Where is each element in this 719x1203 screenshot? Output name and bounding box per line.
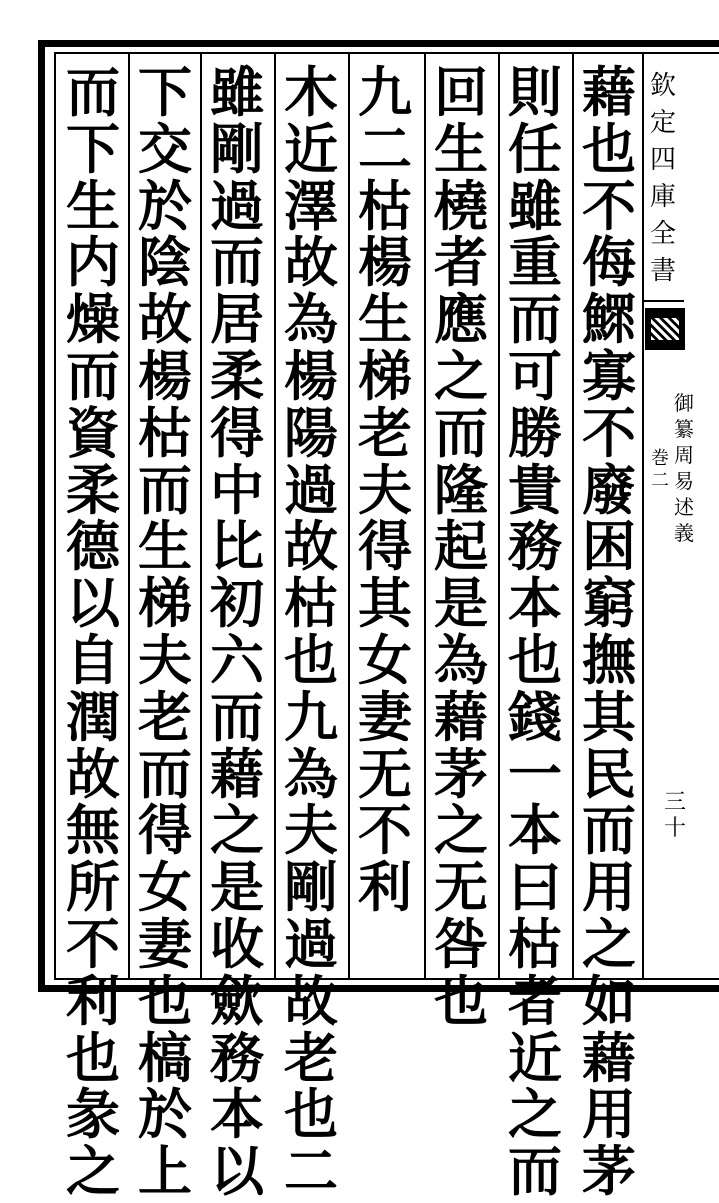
glyph: 不 — [582, 173, 636, 238]
glyph: 本 — [508, 571, 562, 636]
glyph: 彖 — [66, 1082, 120, 1147]
glyph: 窮 — [582, 571, 636, 636]
glyph: 也 — [508, 627, 562, 692]
glyph: 重 — [508, 230, 562, 295]
text-column-3 — [428, 60, 494, 1033]
text-column-4 — [352, 60, 418, 974]
glyph: 四 — [649, 145, 676, 175]
glyph: 楊 — [358, 230, 412, 295]
glyph: 則 — [508, 60, 562, 124]
glyph: 老 — [358, 400, 412, 465]
glyph: 枯 — [138, 400, 192, 465]
margin-divider — [644, 300, 684, 302]
glyph: 夫 — [284, 798, 338, 863]
glyph: 侮 — [582, 230, 636, 295]
glyph: 夫 — [358, 457, 412, 522]
glyph: 纂 — [674, 417, 694, 441]
glyph: 回 — [434, 60, 488, 124]
glyph: 述 — [674, 495, 694, 519]
glyph: 撫 — [582, 627, 636, 692]
glyph: 也 — [284, 1082, 338, 1147]
text-column-6 — [204, 60, 270, 1203]
glyph: 橈 — [434, 173, 488, 238]
glyph: 燥 — [66, 287, 120, 352]
glyph: 而 — [66, 60, 120, 124]
glyph: 梯 — [358, 343, 412, 408]
glyph: 以 — [210, 1139, 264, 1203]
glyph: 寡 — [582, 343, 636, 408]
glyph: 剛 — [284, 855, 338, 920]
text-column-2 — [502, 60, 568, 1203]
glyph: 无 — [358, 741, 412, 806]
glyph: 枯 — [284, 571, 338, 636]
glyph: 茅 — [434, 741, 488, 806]
glyph: 自 — [66, 627, 120, 692]
glyph: 藉 — [582, 60, 636, 124]
glyph: 木 — [284, 60, 338, 124]
margin-book-title — [672, 390, 696, 546]
glyph: 而 — [210, 230, 264, 295]
margin-leaf-number: 三十 — [663, 790, 686, 841]
glyph: 初 — [210, 571, 264, 636]
margin-volume — [648, 448, 672, 492]
glyph: 者 — [434, 230, 488, 295]
glyph: 務 — [210, 1025, 264, 1090]
glyph: 故 — [66, 741, 120, 806]
glyph: 六 — [210, 627, 264, 692]
glyph: 枯 — [358, 173, 412, 238]
glyph: 於 — [138, 173, 192, 238]
fish-tail-ornament — [645, 308, 685, 350]
glyph: 生 — [138, 514, 192, 579]
glyph: 鰥 — [582, 287, 636, 352]
glyph: 也 — [284, 627, 338, 692]
glyph: 上 — [138, 1139, 192, 1203]
glyph: 楊 — [284, 343, 338, 408]
glyph: 也 — [66, 1025, 120, 1090]
glyph: 生 — [66, 173, 120, 238]
glyph: 之 — [582, 911, 636, 976]
glyph: 得 — [138, 798, 192, 863]
column-rule — [424, 54, 426, 978]
glyph: 於 — [138, 1082, 192, 1147]
glyph: 无 — [434, 855, 488, 920]
glyph: 資 — [66, 400, 120, 465]
glyph: 近 — [284, 116, 338, 181]
glyph: 利 — [66, 968, 120, 1033]
glyph: 德 — [66, 514, 120, 579]
glyph: 而 — [138, 457, 192, 522]
glyph: 書 — [649, 256, 676, 286]
glyph: 錢 — [508, 684, 562, 749]
glyph: 中 — [210, 457, 264, 522]
glyph: 比 — [210, 514, 264, 579]
glyph: 柔 — [66, 457, 120, 522]
glyph: 巻 — [651, 448, 669, 469]
column-rule — [200, 54, 202, 978]
glyph: 交 — [138, 116, 192, 181]
glyph: 藉 — [434, 684, 488, 749]
glyph: 也 — [582, 116, 636, 181]
glyph: 槁 — [138, 1025, 192, 1090]
glyph: 梯 — [138, 571, 192, 636]
glyph: 故 — [284, 968, 338, 1033]
glyph: 勝 — [508, 400, 562, 465]
glyph: 剛 — [210, 116, 264, 181]
glyph: 之 — [434, 343, 488, 408]
glyph: 妻 — [138, 911, 192, 976]
glyph: 二 — [284, 1139, 338, 1203]
glyph: 是 — [434, 571, 488, 636]
glyph: 得 — [210, 400, 264, 465]
glyph: 用 — [582, 1082, 636, 1147]
glyph: 為 — [284, 741, 338, 806]
glyph: 故 — [284, 514, 338, 579]
column-rule — [128, 54, 130, 978]
glyph: 女 — [358, 627, 412, 692]
text-column-7 — [132, 60, 198, 1203]
glyph: 生 — [434, 116, 488, 181]
glyph: 歛 — [210, 968, 264, 1033]
glyph: 也 — [138, 968, 192, 1033]
glyph: 咎 — [434, 911, 488, 976]
glyph: 枯 — [508, 911, 562, 976]
glyph: 御 — [674, 391, 694, 415]
glyph: 女 — [138, 855, 192, 920]
glyph: 為 — [434, 627, 488, 692]
glyph: 不 — [66, 911, 120, 976]
glyph: 一 — [508, 741, 562, 806]
glyph: 易 — [674, 469, 694, 493]
glyph: 貴 — [508, 457, 562, 522]
glyph: 曰 — [508, 855, 562, 920]
glyph: 其 — [358, 571, 412, 636]
column-rule — [274, 54, 276, 978]
glyph: 本 — [508, 798, 562, 863]
glyph: 不 — [358, 798, 412, 863]
glyph: 過 — [284, 457, 338, 522]
glyph: 生 — [358, 287, 412, 352]
glyph: 妻 — [358, 684, 412, 749]
glyph: 而 — [508, 287, 562, 352]
glyph: 陽 — [284, 400, 338, 465]
glyph: 者 — [508, 968, 562, 1033]
glyph: 居 — [210, 287, 264, 352]
glyph: 為 — [284, 287, 338, 352]
glyph: 内 — [66, 230, 120, 295]
glyph: 之 — [210, 798, 264, 863]
glyph: 雖 — [210, 60, 264, 124]
glyph: 以 — [66, 571, 120, 636]
column-rule — [498, 54, 500, 978]
glyph: 隆 — [434, 457, 488, 522]
glyph: 茅 — [582, 1139, 636, 1203]
glyph: 藉 — [210, 741, 264, 806]
glyph: 民 — [582, 741, 636, 806]
glyph: 而 — [210, 684, 264, 749]
glyph: 之 — [434, 798, 488, 863]
glyph: 之 — [66, 1139, 120, 1203]
glyph: 應 — [434, 287, 488, 352]
glyph: 而 — [434, 400, 488, 465]
glyph: 所 — [66, 855, 120, 920]
glyph: 欽 — [649, 71, 676, 101]
glyph: 無 — [66, 798, 120, 863]
glyph: 如 — [582, 968, 636, 1033]
glyph: 定 — [649, 108, 676, 138]
glyph: 故 — [138, 287, 192, 352]
glyph: 不 — [582, 400, 636, 465]
glyph: 周 — [674, 443, 694, 467]
glyph: 得 — [358, 514, 412, 579]
glyph: 楊 — [138, 343, 192, 408]
glyph: 藉 — [582, 1025, 636, 1090]
glyph: 廢 — [582, 457, 636, 522]
glyph: 老 — [284, 1025, 338, 1090]
glyph: 過 — [284, 911, 338, 976]
glyph: 庫 — [649, 182, 676, 212]
glyph: 用 — [582, 855, 636, 920]
column-rule — [572, 54, 574, 978]
glyph: 過 — [210, 173, 264, 238]
glyph: 之 — [508, 1082, 562, 1147]
margin-title — [648, 68, 678, 290]
glyph: 陰 — [138, 230, 192, 295]
glyph: 下 — [66, 116, 120, 181]
glyph: 故 — [284, 230, 338, 295]
glyph: 潤 — [66, 684, 120, 749]
glyph: 可 — [508, 343, 562, 408]
glyph: 下 — [138, 60, 192, 124]
glyph: 柔 — [210, 343, 264, 408]
text-column-8 — [60, 60, 126, 1203]
glyph: 夫 — [138, 627, 192, 692]
glyph: 老 — [138, 684, 192, 749]
glyph: 九 — [358, 60, 412, 124]
glyph: 利 — [358, 855, 412, 920]
glyph: 任 — [508, 116, 562, 181]
glyph: 是 — [210, 855, 264, 920]
text-column-5 — [278, 60, 344, 1203]
glyph: 而 — [508, 1139, 562, 1203]
glyph: 全 — [649, 219, 676, 249]
glyph: 起 — [434, 514, 488, 579]
glyph: 九 — [284, 684, 338, 749]
glyph: 其 — [582, 684, 636, 749]
glyph: 本 — [210, 1082, 264, 1147]
glyph: 雖 — [508, 173, 562, 238]
glyph: 困 — [582, 514, 636, 579]
glyph: 也 — [434, 968, 488, 1033]
glyph: 近 — [508, 1025, 562, 1090]
glyph: 澤 — [284, 173, 338, 238]
text-column-1 — [576, 60, 642, 1203]
glyph: 收 — [210, 911, 264, 976]
glyph: 二 — [358, 116, 412, 181]
glyph: 而 — [582, 798, 636, 863]
glyph: 義 — [674, 521, 694, 545]
glyph: 而 — [138, 741, 192, 806]
glyph: 二 — [651, 470, 669, 491]
glyph: 而 — [66, 343, 120, 408]
glyph: 務 — [508, 514, 562, 579]
column-rule — [348, 54, 350, 978]
